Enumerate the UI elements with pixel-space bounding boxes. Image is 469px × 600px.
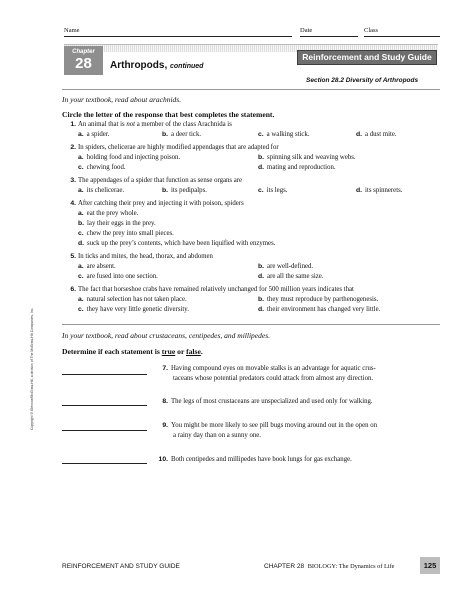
question-number: 4.	[70, 200, 76, 207]
statement-text: taceans whose potential predators could attack from almost any direction.	[173, 374, 374, 382]
option-text: its pedipalps.	[171, 187, 207, 194]
copyright-notice: Copyright © Glencoe/McGraw-Hill, a division of The McGraw-Hill Companies, Inc.	[30, 307, 34, 430]
option-letter: c.	[78, 164, 84, 171]
option-2b[interactable]	[258, 153, 356, 163]
option-text: they must reproduce by parthenogenesis.	[267, 296, 379, 303]
statement-text: Both centipedes and millipedes have book lungs for gas exchange.	[171, 456, 352, 463]
option-letter: c.	[78, 273, 84, 280]
directions-false: false	[186, 347, 201, 356]
option-3a[interactable]	[78, 186, 124, 196]
option-letter: d.	[78, 240, 85, 247]
option-text: they have very little genetic diversity.	[86, 306, 189, 313]
answer-blank-8[interactable]	[62, 405, 147, 406]
section-heading: Section 28.2 Diversity of Arthropods	[306, 77, 419, 84]
option-text: are all the same size.	[267, 273, 324, 280]
question-number: 3.	[70, 177, 76, 184]
option-letter: b.	[162, 131, 169, 138]
question-number: 5.	[70, 253, 76, 260]
statement-8	[158, 397, 440, 407]
footer-chapter: CHAPTER 28	[264, 563, 305, 570]
option-5c[interactable]	[78, 272, 158, 282]
divider	[62, 324, 440, 325]
option-6b[interactable]	[258, 295, 378, 305]
statement-10	[158, 455, 440, 465]
option-5a[interactable]	[78, 262, 116, 272]
statement-9	[158, 421, 440, 440]
directions-text: .	[200, 347, 203, 356]
option-2c[interactable]	[78, 163, 126, 173]
option-text: lay their eggs in the prey.	[87, 220, 156, 227]
question-number: 6.	[70, 286, 76, 293]
option-text: are absent.	[86, 263, 116, 270]
option-text: holding food and injecting poison.	[86, 154, 181, 161]
question-stem-emphasis: not	[126, 121, 136, 128]
option-text: suck up the prey’s contents, which have been liquified with enzymes.	[87, 240, 276, 247]
page-number: 125	[420, 557, 440, 574]
option-6d[interactable]	[258, 305, 380, 315]
question-2	[66, 143, 279, 153]
option-text: their environment has changed very little.	[267, 306, 381, 313]
answer-blank-7[interactable]	[62, 374, 147, 375]
option-text: its chelicerae.	[86, 187, 125, 194]
option-6a[interactable]	[78, 295, 187, 305]
option-4b[interactable]	[78, 219, 156, 229]
question-number: 2.	[70, 144, 76, 151]
statement-text: The legs of most crustaceans are unspecialized and used only for walking.	[171, 398, 373, 405]
option-text: are well-defined.	[267, 263, 314, 270]
option-1d[interactable]	[356, 130, 397, 140]
chapter-word: Chapter	[72, 49, 95, 55]
statement-number: 8.	[162, 398, 168, 405]
option-3c[interactable]	[258, 186, 287, 196]
option-text: chewing food.	[86, 164, 126, 171]
class-line	[364, 36, 440, 37]
question-3	[66, 176, 242, 186]
question-stem: In spiders, chelicerae are highly modified appendages that are adapted for	[78, 144, 279, 151]
name-line	[64, 36, 292, 37]
option-4c[interactable]	[78, 229, 174, 239]
page-title	[110, 60, 203, 71]
option-letter: a.	[78, 263, 84, 270]
footer-book: BIOLOGY: The Dynamics of Life	[307, 563, 395, 570]
option-letter: c.	[78, 230, 84, 237]
option-text: mating and reproduction.	[267, 164, 336, 171]
part1-intro: In your textbook, read about arachnids.	[62, 95, 182, 104]
question-number: 1.	[70, 121, 76, 128]
statement-text: a rainy day than on a sunny one.	[173, 431, 261, 439]
title-main: Arthropods,	[110, 60, 168, 71]
statement-number: 7.	[162, 365, 168, 372]
name-label: Name	[64, 27, 80, 34]
option-letter: d.	[258, 164, 265, 171]
option-letter: b.	[258, 154, 265, 161]
option-3d[interactable]	[356, 186, 402, 196]
question-stem: An animal that is	[78, 121, 127, 128]
statement-number: 10.	[158, 456, 168, 463]
footer-left: REINFORCEMENT AND STUDY GUIDE	[62, 563, 180, 570]
option-letter: b.	[258, 296, 265, 303]
answer-blank-9[interactable]	[62, 430, 147, 431]
question-stem: After catching their prey and injecting it with poison, spiders	[78, 200, 244, 207]
study-guide-badge: Reinforcement and Study Guide	[297, 50, 437, 65]
question-6	[66, 285, 354, 295]
date-line	[300, 36, 358, 37]
option-text: spinning silk and weaving webs.	[267, 154, 356, 161]
option-letter: d.	[258, 306, 265, 313]
option-6c[interactable]	[78, 305, 189, 315]
option-text: a deer tick.	[171, 131, 202, 138]
option-letter: b.	[78, 220, 85, 227]
option-letter: a.	[78, 296, 84, 303]
class-label: Class	[364, 27, 379, 34]
option-text: its spinnerets.	[365, 187, 403, 194]
directions-text: or	[175, 347, 187, 356]
option-text: natural selection has not taken place.	[86, 296, 187, 303]
option-letter: b.	[258, 263, 265, 270]
answer-blank-10[interactable]	[62, 463, 147, 464]
part1-directions: Circle the letter of the response that best completes the statement.	[62, 110, 275, 119]
statement-number: 9.	[162, 422, 168, 429]
option-letter: c.	[78, 306, 84, 313]
question-4	[66, 199, 244, 209]
option-text: eat the prey whole.	[86, 210, 139, 217]
date-label: Date	[300, 27, 313, 34]
option-text: a walking stick.	[266, 131, 310, 138]
option-letter: a.	[78, 131, 84, 138]
title-continued: continued	[170, 63, 204, 70]
option-4a[interactable]	[78, 209, 138, 219]
statement-7	[158, 364, 440, 383]
directions-true: true	[161, 347, 176, 356]
option-letter: a.	[78, 154, 84, 161]
option-text: a spider.	[86, 131, 110, 138]
part2-directions	[62, 347, 203, 356]
question-5	[66, 252, 213, 262]
option-5d[interactable]	[258, 272, 323, 282]
option-letter: a.	[78, 187, 84, 194]
question-stem: a member of the class Arachnida is	[135, 121, 232, 128]
part2-intro: In your textbook, read about crustaceans, centipedes, and millipedes.	[62, 331, 271, 340]
option-1b[interactable]	[162, 130, 201, 140]
question-1	[66, 120, 232, 130]
option-1c[interactable]	[258, 130, 310, 140]
option-3b[interactable]	[162, 186, 207, 196]
option-2d[interactable]	[258, 163, 336, 173]
question-stem: The appendages of a spider that function as sense organs are	[78, 177, 243, 184]
question-stem: The fact that horseshoe crabs have remained relatively unchanged for 500 million years indicates that	[78, 286, 354, 293]
option-text: are fused into one section.	[86, 273, 158, 280]
option-letter: d.	[356, 187, 363, 194]
option-letter: c.	[258, 131, 264, 138]
option-2a[interactable]	[78, 153, 180, 163]
option-letter: b.	[162, 187, 169, 194]
statement-text: You might be more likely to see pill bugs moving around out in the open on	[171, 422, 378, 429]
option-4d[interactable]	[78, 239, 275, 249]
chapter-number: 28	[75, 55, 92, 72]
option-5b[interactable]	[258, 262, 313, 272]
option-text: its legs.	[266, 187, 288, 194]
option-letter: d.	[258, 273, 265, 280]
footer-right	[264, 563, 394, 570]
option-1a[interactable]	[78, 130, 109, 140]
option-letter: c.	[258, 187, 264, 194]
statement-text: Having compound eyes on movable stalks is an advantage for aquatic crus-	[171, 365, 376, 372]
option-text: chew the prey into small pieces.	[86, 230, 174, 237]
divider	[62, 89, 440, 90]
option-text: a dust mite.	[365, 131, 397, 138]
directions-text: Determine if each statement is	[62, 347, 162, 356]
chapter-box	[64, 46, 103, 75]
question-stem: In ticks and mites, the head, thorax, and abdomen	[78, 253, 213, 260]
option-letter: d.	[356, 131, 363, 138]
option-letter: a.	[78, 210, 84, 217]
